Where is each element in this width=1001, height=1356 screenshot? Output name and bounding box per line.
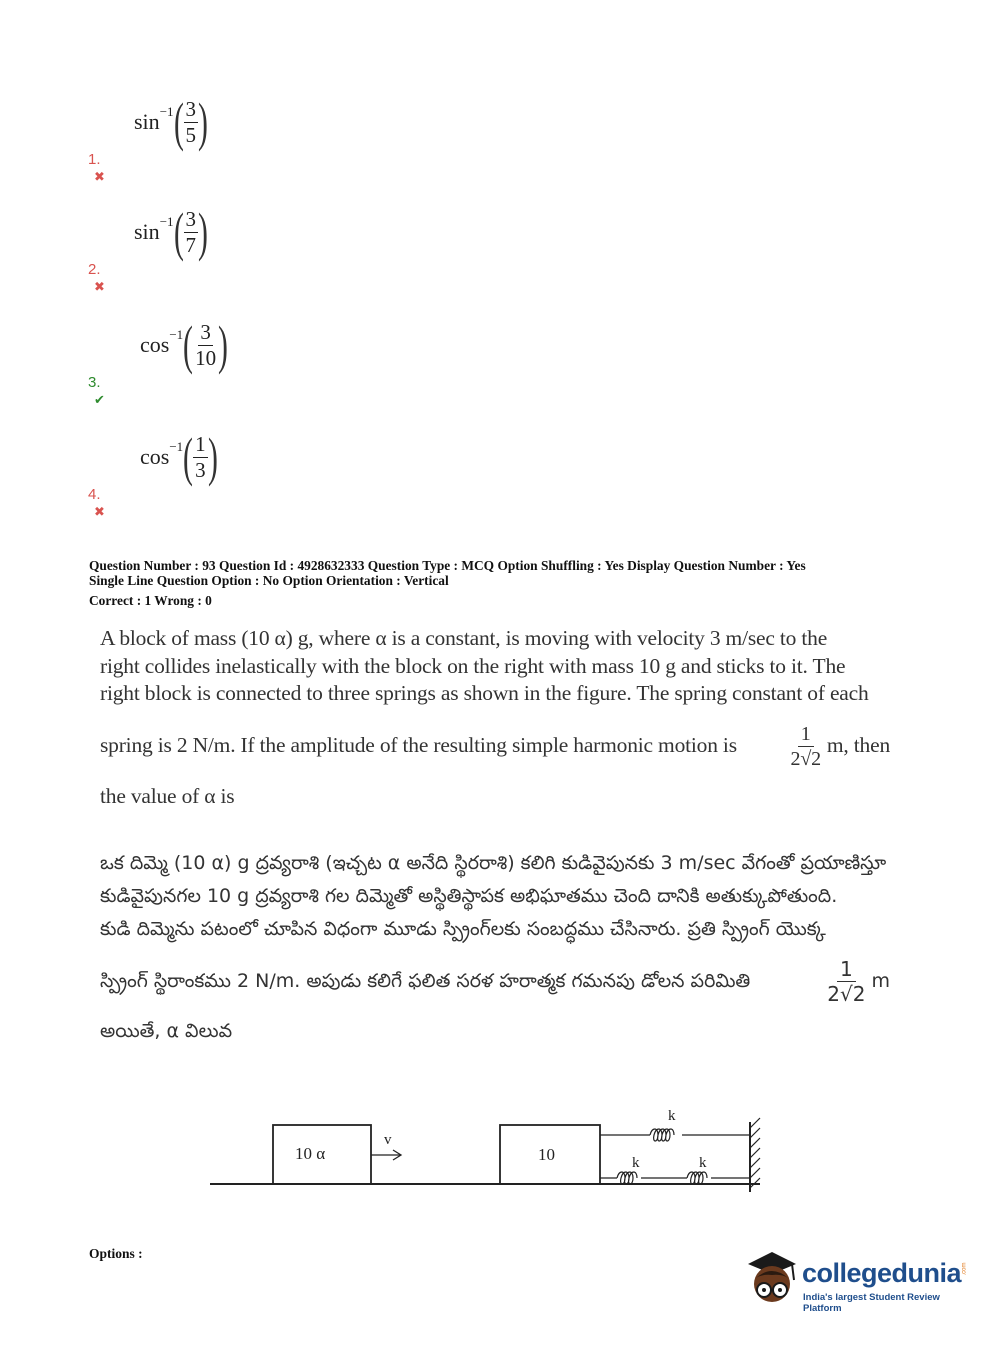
collegedunia-logo (742, 1250, 972, 1315)
question-en-line-5: the value of α is (100, 783, 235, 808)
question-te-line-1: ఒక దిమ్మె (10 α) g ద్రవ్యరాశి (ఇచ్చట α అనేది స్థిరరాశి) కలిగి కుడివైపునకు 3 m/sec వేగంతో ప్రయాణిస్తూ (100, 852, 887, 874)
option-fraction (193, 432, 208, 481)
left-paren: ( (173, 202, 184, 262)
fraction-numerator: 3 (185, 97, 197, 122)
fraction-numerator: 3 (200, 320, 211, 345)
fraction-denominator-te: 2√2 (827, 982, 866, 1006)
fraction-numerator: 1 (798, 722, 814, 747)
mascot-icon (742, 1250, 800, 1310)
cross-icon: ✖ (94, 279, 105, 294)
amplitude-fraction (791, 722, 821, 771)
option-number (88, 486, 105, 520)
question-english (100, 625, 890, 810)
left-block-label: 10 α (295, 1144, 326, 1163)
spring-block-figure (205, 1100, 775, 1200)
function-exponent: −1 (169, 439, 184, 454)
fraction-denominator: 7 (185, 232, 197, 257)
option-fraction (184, 97, 199, 146)
top-spring-k: k (668, 1108, 676, 1124)
question-te-line-3: కుడి దిమ్మెను పటంలో చూపిన విధంగా మూడు స్ప్రింగ్‌లకు సంబద్ధము చేసినారు. ప్రతి స్ప్రింగ్ యొక్క (100, 918, 826, 940)
velocity-label: v (384, 1132, 392, 1148)
function-name: sin (134, 109, 160, 134)
function-exponent: −1 (159, 104, 174, 119)
option-number (88, 151, 105, 185)
bottom-spring-right (687, 1172, 707, 1184)
option-number (88, 261, 105, 295)
function-name: cos (140, 332, 170, 357)
right-block-label: 10 (538, 1145, 555, 1164)
option-formula (134, 92, 208, 152)
question-te-line-5: అయితే, α విలువ (100, 1020, 233, 1042)
fraction-denominator: 3 (195, 457, 206, 482)
cross-icon: ✖ (94, 169, 105, 184)
brand-dotcom: .com (961, 1262, 968, 1276)
option-formula (134, 202, 208, 262)
function-name: cos (140, 444, 170, 469)
option-number-label: 2. (88, 261, 101, 278)
right-paren: ) (218, 315, 229, 375)
question-en-line-4 (100, 722, 890, 771)
fraction-numerator-te: 1 (837, 957, 856, 982)
question-te-line-2: కుడివైపునగల 10 g ద్రవ్యరాశి గల దిమ్మెతో అస్థితిస్థాపక అభిఘాతము చెంది దానికి అతుక్కుపోతుంది. (100, 885, 838, 907)
question-te-line-4 (100, 957, 890, 1006)
question-en-line-4-text: spring is 2 N/m. If the amplitude of the resulting simple harmonic motion is (100, 733, 737, 758)
right-paren: ) (198, 202, 208, 262)
fraction-denominator: 5 (185, 122, 197, 147)
function-exponent: −1 (159, 214, 174, 229)
fraction-numerator: 1 (195, 432, 206, 457)
check-icon: ✔ (94, 392, 105, 407)
option-formula (140, 427, 218, 487)
meta-line-2: Single Line Question Option : No Option Orientation : Vertical (89, 573, 449, 588)
left-paren: ( (183, 315, 194, 375)
question-te-line-4-text: స్ప్రింగ్ స్థిరాంకము 2 N/m. అపుడు కలిగే ఫలిత సరళ హరాత్మక గమనపు డోలన పరిమితి (100, 970, 751, 992)
brand-name: collegedunia (802, 1258, 962, 1288)
function-name: sin (134, 219, 160, 244)
top-spring (650, 1129, 674, 1141)
brand-tagline: India's largest Student Review Platform (803, 1292, 940, 1314)
fraction-denominator: 10 (195, 345, 217, 370)
fraction-denominator: 2√2 (790, 747, 821, 770)
amplitude-fraction-te (827, 957, 865, 1006)
meta-line-1: Question Number : 93 Question Id : 4928632333 Question Type : MCQ Option Shuffling : Yes Display Question Number : Yes (89, 558, 806, 573)
meta-line-3: Correct : 1 Wrong : 0 (89, 593, 212, 608)
option-number-label: 1. (88, 151, 101, 168)
option-fraction (193, 320, 218, 369)
right-paren: ) (198, 92, 208, 152)
question-en-line-2: right collides inelastically with the block on the right with mass 10 g and sticks to it. The (100, 653, 846, 678)
question-meta (89, 558, 806, 608)
question-en-line-4-end: m, then (826, 733, 890, 758)
option-number (88, 374, 105, 408)
right-paren: ) (207, 427, 218, 487)
question-te-line-4-end: m (871, 970, 890, 992)
bottom-spring-left (617, 1172, 637, 1184)
left-paren: ( (183, 427, 194, 487)
option-formula (140, 315, 229, 375)
function-exponent: −1 (169, 327, 184, 342)
wall-hatching (750, 1118, 760, 1188)
left-paren: ( (173, 92, 184, 152)
question-en-line-1: A block of mass (10 α) g, where α is a constant, is moving with velocity 3 m/sec to the (100, 626, 828, 650)
cross-icon: ✖ (94, 504, 105, 519)
bottom-spring-right-k: k (699, 1155, 707, 1171)
fraction-numerator: 3 (185, 207, 197, 232)
question-en-line-3: right block is connected to three springs as shown in the figure. The spring constant of each (100, 681, 869, 705)
options-label: Options : (89, 1246, 143, 1261)
bottom-spring-left-k: k (632, 1155, 640, 1171)
option-number-label: 3. (88, 374, 101, 391)
option-fraction (184, 207, 199, 256)
question-telugu (100, 850, 890, 1045)
option-number-label: 4. (88, 486, 101, 503)
